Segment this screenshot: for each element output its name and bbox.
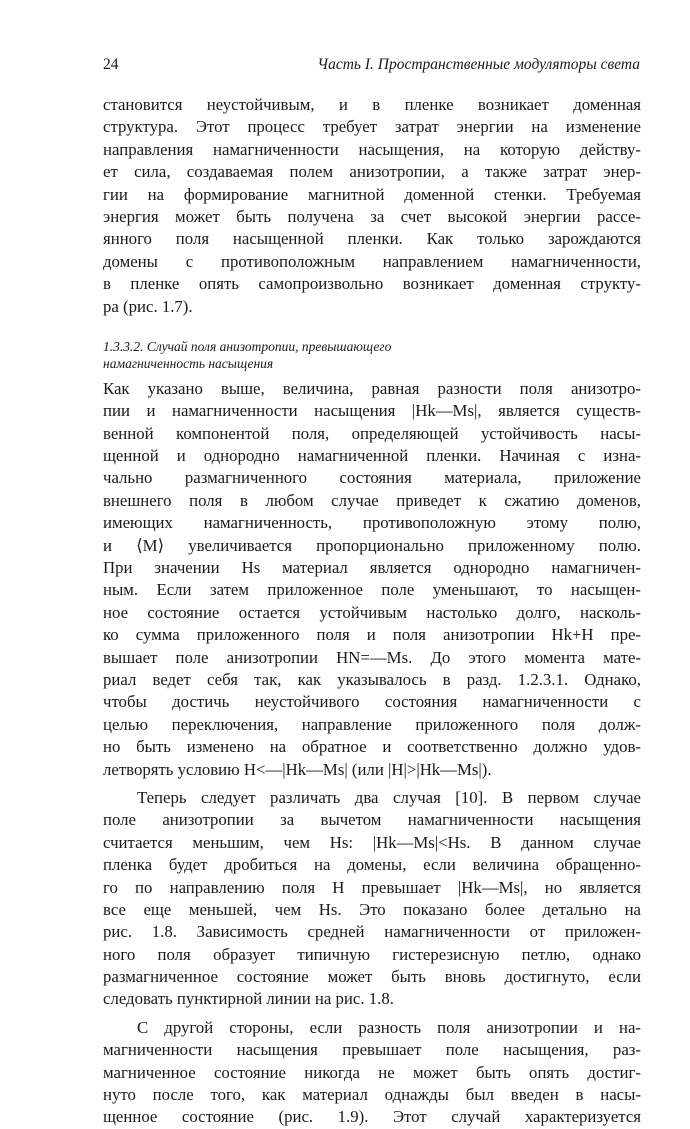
text-line: янного поля насыщенной пленки. Как только зарождаются <box>103 229 641 249</box>
text-line: венной компонентой поля, определяющей устойчивость насы- <box>103 423 641 443</box>
text-line: щенной и однородно намагниченной пленки. Начиная с изна- <box>103 446 641 466</box>
paragraph-1 <box>103 94 641 318</box>
section-heading-line: намагниченность насыщения <box>103 355 274 371</box>
text-line: ным. Если затем приложенное поле уменьшают, то насыщен- <box>103 580 641 600</box>
text-line: чально размагниченного состояния материала, приложение <box>103 468 641 488</box>
text-line: ра (рис. 1.7). <box>103 296 193 316</box>
text-line: нуто после того, как материал однажды был введен в насы- <box>103 1085 641 1105</box>
text-line: и ⟨M⟩ увеличивается пропорционально приложенному полю. <box>103 535 641 555</box>
section-heading <box>103 338 641 372</box>
text-line: но быть изменено на обратное и соответственно должно удов- <box>103 737 641 757</box>
text-line: чтобы достичь неустойчивого состояния намагниченности с <box>103 692 641 712</box>
text-line: ное состояние остается устойчивым настолько долго, насколь- <box>103 602 641 622</box>
text-line: С другой стороны, если разность поля анизотропии и на- <box>137 1017 641 1037</box>
text-line: магниченное состояние никогда не может быть опять достиг- <box>103 1062 641 1082</box>
text-line: Теперь следует различать два случая [10]. В первом случае <box>137 787 641 807</box>
text-line: внешнего поля в любом случае приведет к сжатию доменов, <box>103 490 641 510</box>
text-line: гии на формирование магнитной доменной стенки. Требуемая <box>103 184 641 204</box>
text-line: ко сумма приложенного поля и поля анизотропии Hk+H пре- <box>103 625 641 645</box>
paragraph-2 <box>103 378 641 781</box>
text-line: становится неустойчивым, и в пленке возникает доменная <box>103 95 641 114</box>
text-line: структура. Этот процесс требует затрат энергии на изменение <box>103 117 641 137</box>
text-line: вышает поле анизотропии HN=—Ms. До этого момента мате- <box>103 647 641 667</box>
text-line: целью переключения, направление приложенного поля долж- <box>103 714 641 734</box>
text-line: рис. 1.8. Зависимость средней намагниченности от приложен- <box>103 922 641 942</box>
section-heading-line: 1.3.3.2. Случай поля анизотропии, превышающего <box>103 338 392 354</box>
paragraph-3 <box>103 787 641 1011</box>
text-line: риал ведет себя так, как указывалось в разд. 1.2.3.1. Однако, <box>103 669 641 689</box>
text-line: считается меньшим, чем Hs: |Hk—Ms|<Hs. В данном случае <box>103 832 641 852</box>
text-line: поле анизотропии за вычетом намагниченности насыщения <box>103 810 641 830</box>
text-line: щенное состояние (рис. 1.9). Этот случай характеризуется <box>103 1107 641 1127</box>
text-line: пии и намагниченности насыщения |Hk—Ms|, является существ- <box>103 401 641 421</box>
text-line: ет сила, создаваемая полем анизотропии, а также затрат энер- <box>103 162 641 182</box>
text-line: го по направлению поля H превышает |Hk—Ms|, но является <box>103 877 641 897</box>
text-line: ного поля образует типичную гистерезисную петлю, однако <box>103 944 641 964</box>
page-header <box>103 56 640 78</box>
text-line: домены с противоположным направлением намагниченности, <box>103 251 641 271</box>
text-line: При значении Hs материал является однородно намагничен- <box>103 558 641 578</box>
page-number: 24 <box>103 56 119 73</box>
text-line: имеющих намагниченность, противоположную этому полю, <box>103 513 641 533</box>
paragraph-4 <box>103 1017 641 1129</box>
text-line: размагниченное состояние может быть вновь достигнуто, если <box>103 967 641 987</box>
text-line: магниченности насыщения превышает поле насыщения, раз- <box>103 1040 641 1060</box>
text-line: пленка будет дробиться на домены, если величина обращенно- <box>103 855 641 875</box>
text-line: в пленке опять самопроизвольно возникает доменная структу- <box>103 274 641 294</box>
text-line: все еще меньшей, чем Hs. Это показано более детально на <box>103 899 641 919</box>
text-line: летворять условию H<—|Hk—Ms| (или |H|>|Hk—Ms|). <box>103 759 492 779</box>
text-line: следовать пунктирной линии на рис. 1.8. <box>103 989 394 1009</box>
text-line: Как указано выше, величина, равная разности поля анизотро- <box>103 378 641 398</box>
text-line: энергия может быть получена за счет высокой энергии рассе- <box>103 206 641 226</box>
page-body <box>103 94 641 1129</box>
text-line: направления намагниченности насыщения, на которую действу- <box>103 139 641 159</box>
running-title: Часть I. Пространственные модуляторы света <box>317 56 640 73</box>
